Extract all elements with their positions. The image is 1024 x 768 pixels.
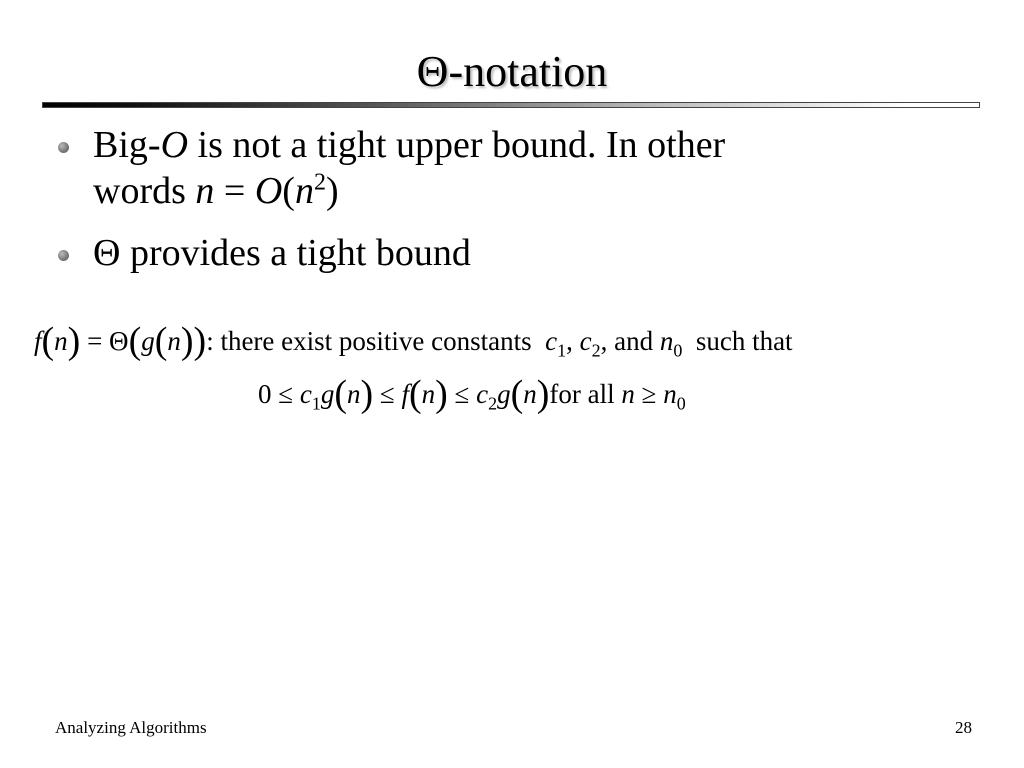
bullet-list bbox=[55, 122, 955, 292]
bullet-dot-icon bbox=[58, 142, 69, 153]
bullet-2-text: Θ provides a tight bound bbox=[93, 232, 471, 274]
slide-title: Θ-notation bbox=[416, 47, 608, 96]
title-underline bbox=[42, 102, 980, 108]
footer-page-number: 28 bbox=[955, 718, 972, 737]
theta-definition-line-1: f(n) = Θ(g(n)): there exist positive constants $c_1$, $c_2$, and $n_0$ such that bbox=[34, 320, 793, 362]
bullet-1-text: Big-O is not a tight upper bound. In other words $n = O(n^2)$ bbox=[93, 124, 726, 212]
bullet-dot-icon bbox=[58, 250, 69, 261]
theta-definition-line-2: $0 \le c_1g(n) \le f(n) \le c_2g(n)for$ all $n \ge n_0$ bbox=[258, 373, 686, 415]
footer-course-title: Analyzing Algorithms bbox=[55, 718, 207, 737]
bullet-item-1 bbox=[55, 122, 955, 214]
bullet-item-2 bbox=[55, 230, 955, 276]
